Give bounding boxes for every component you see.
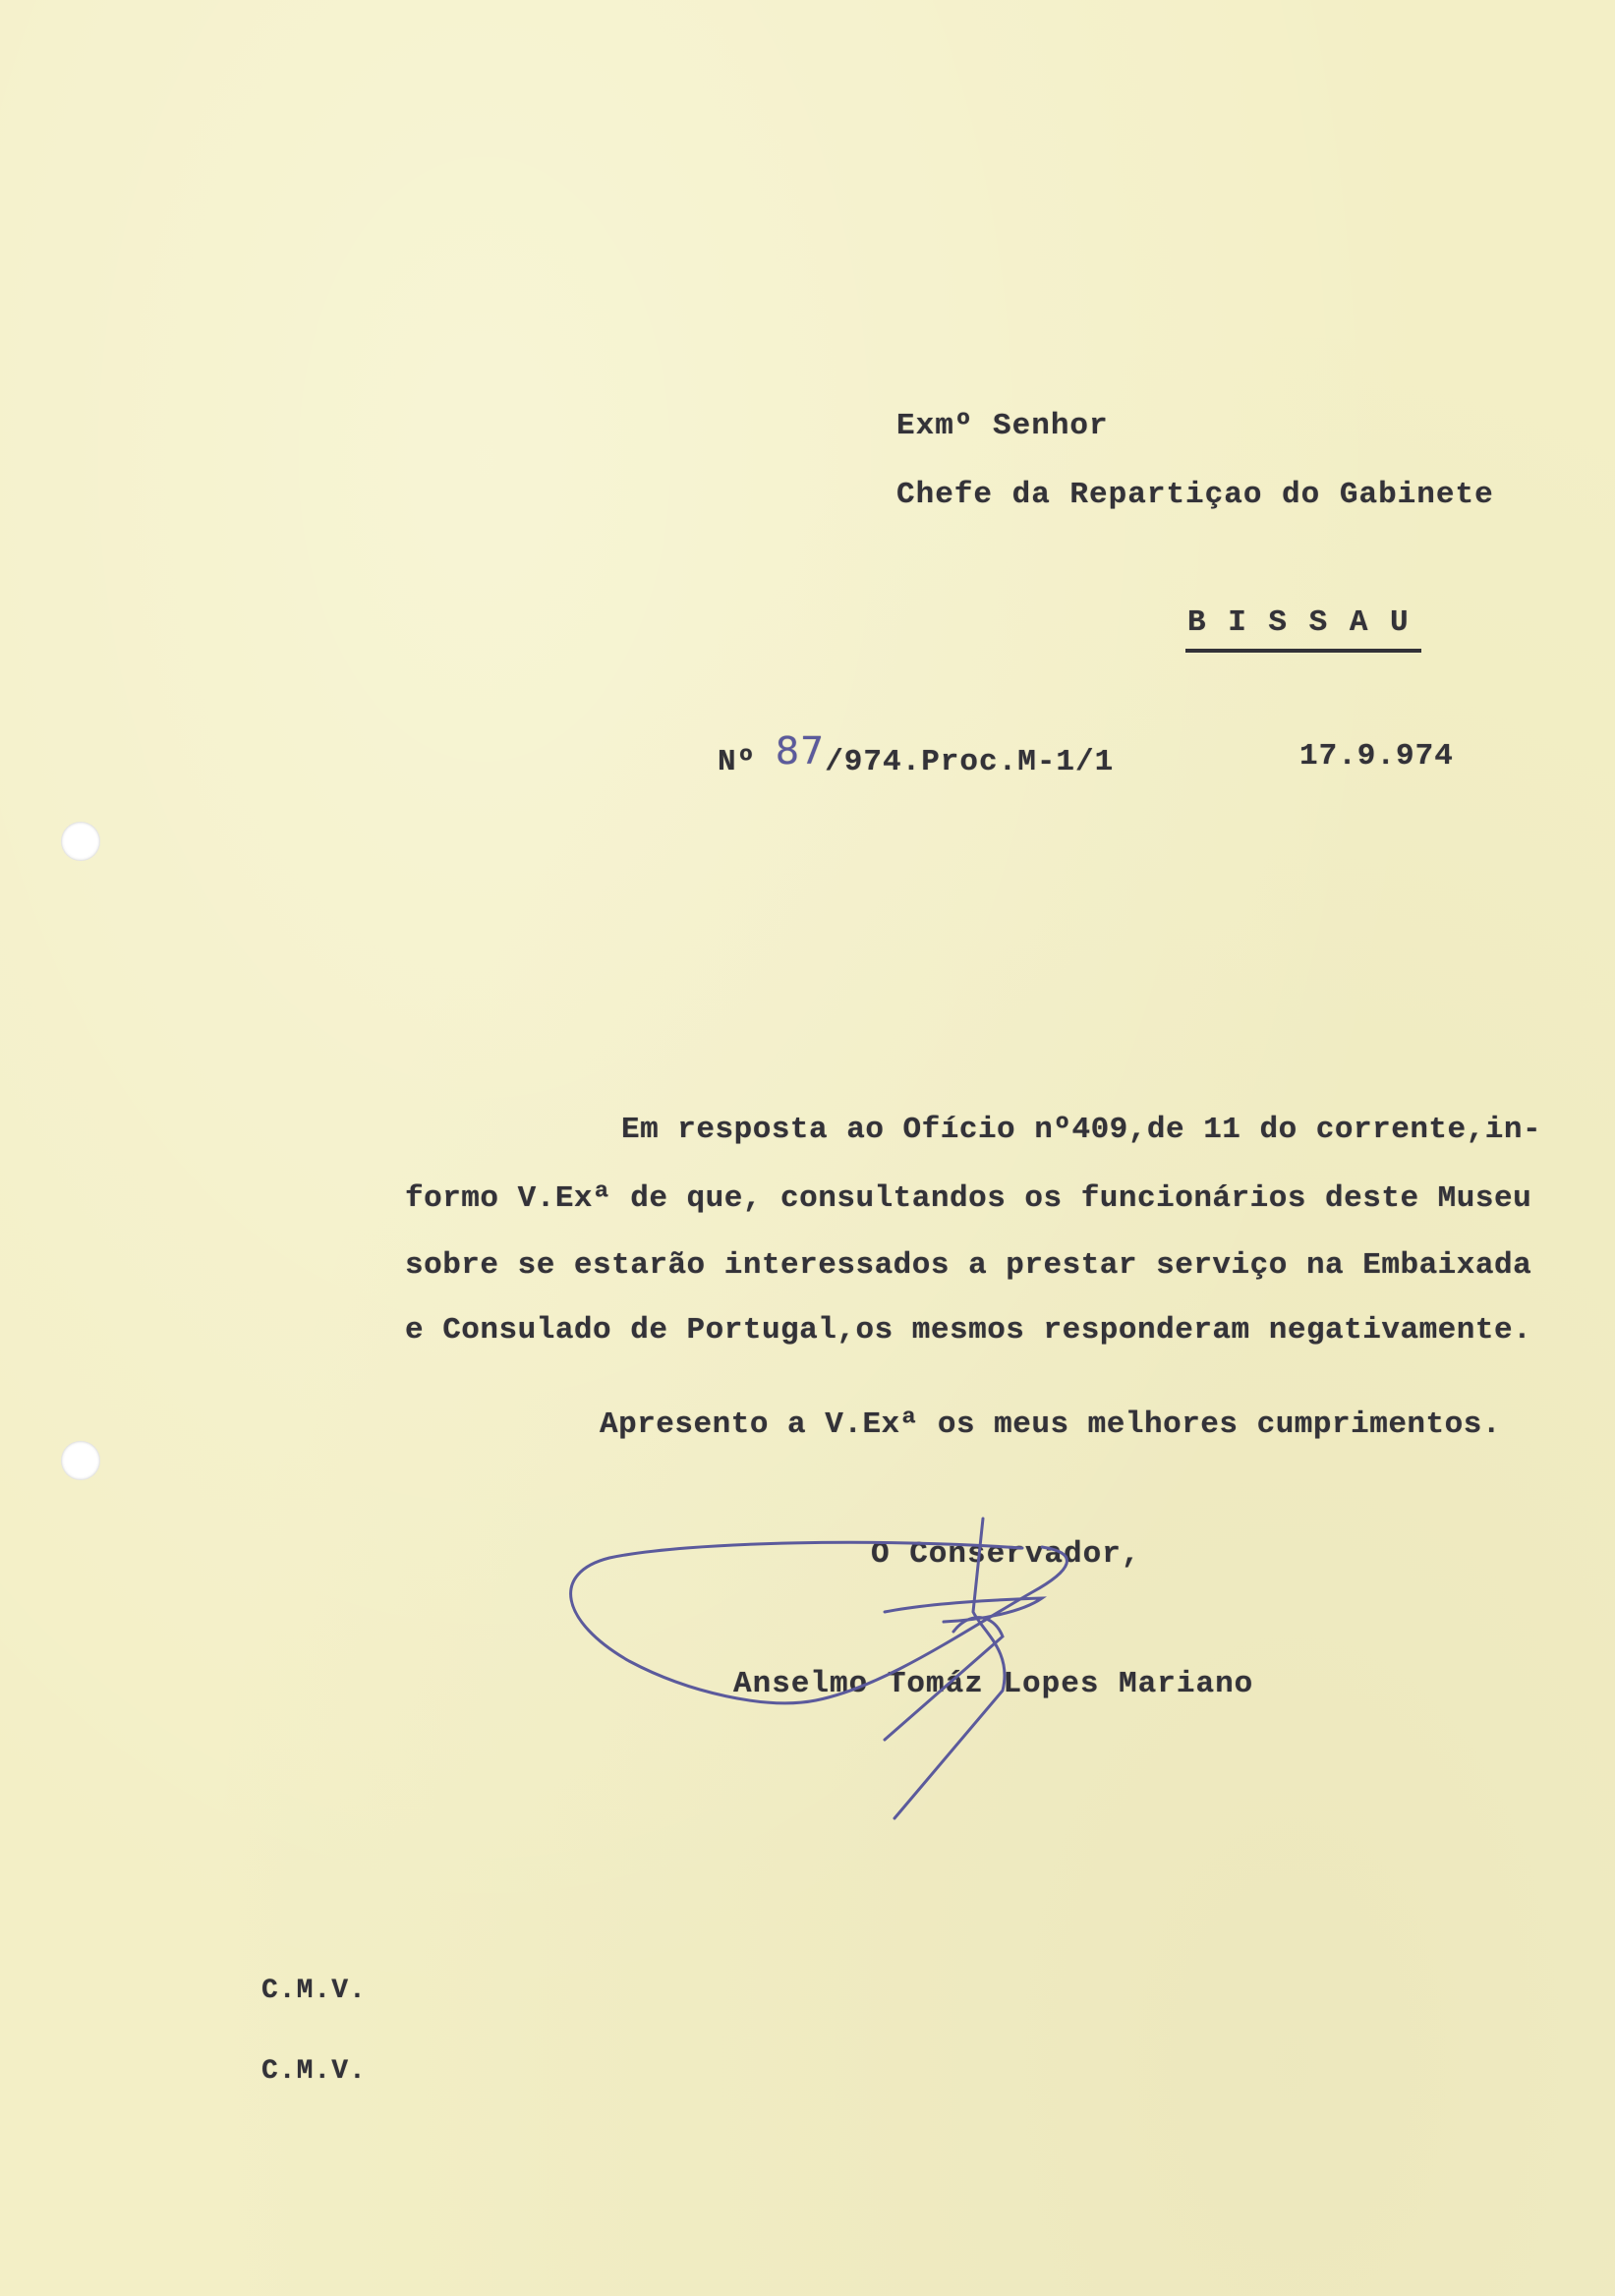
city-heading: B I S S A U [1187,605,1411,640]
copy-note-1: C.M.V. [261,1976,367,2006]
body-line-4: e Consulado de Portugal,os mesmos responderam negativamente. [405,1313,1532,1348]
reference-suffix: /974.Proc.M-1/1 [825,745,1115,779]
salutation: Exmº Senhor [896,409,1109,443]
body-line-1: Em resposta ao Ofício nº409,de 11 do corrente,in- [621,1113,1542,1147]
signatory-name: Anselmo Tomáz Lopes Mariano [733,1667,1254,1701]
city-underline [1185,649,1421,653]
reference-number [718,729,1115,779]
body-line-2: formo V.Exª de que, consultandos os funcionários deste Museu [405,1181,1532,1216]
closing-line: Apresento a V.Exª os meus melhores cumprimentos. [600,1407,1501,1442]
punch-hole-top [61,822,100,861]
reference-prefix: Nº [718,745,757,779]
reference-handwritten-number: 87 [775,729,826,773]
body-line-3: sobre se estarão interessados a prestar serviço na Embaixada [405,1248,1532,1283]
letter-date: 17.9.974 [1299,739,1454,774]
punch-hole-bottom [61,1441,100,1480]
copy-note-2: C.M.V. [261,2056,367,2087]
recipient-title: Chefe da Repartiçao do Gabinete [896,478,1494,512]
signoff-title: O Conservador, [871,1537,1141,1572]
